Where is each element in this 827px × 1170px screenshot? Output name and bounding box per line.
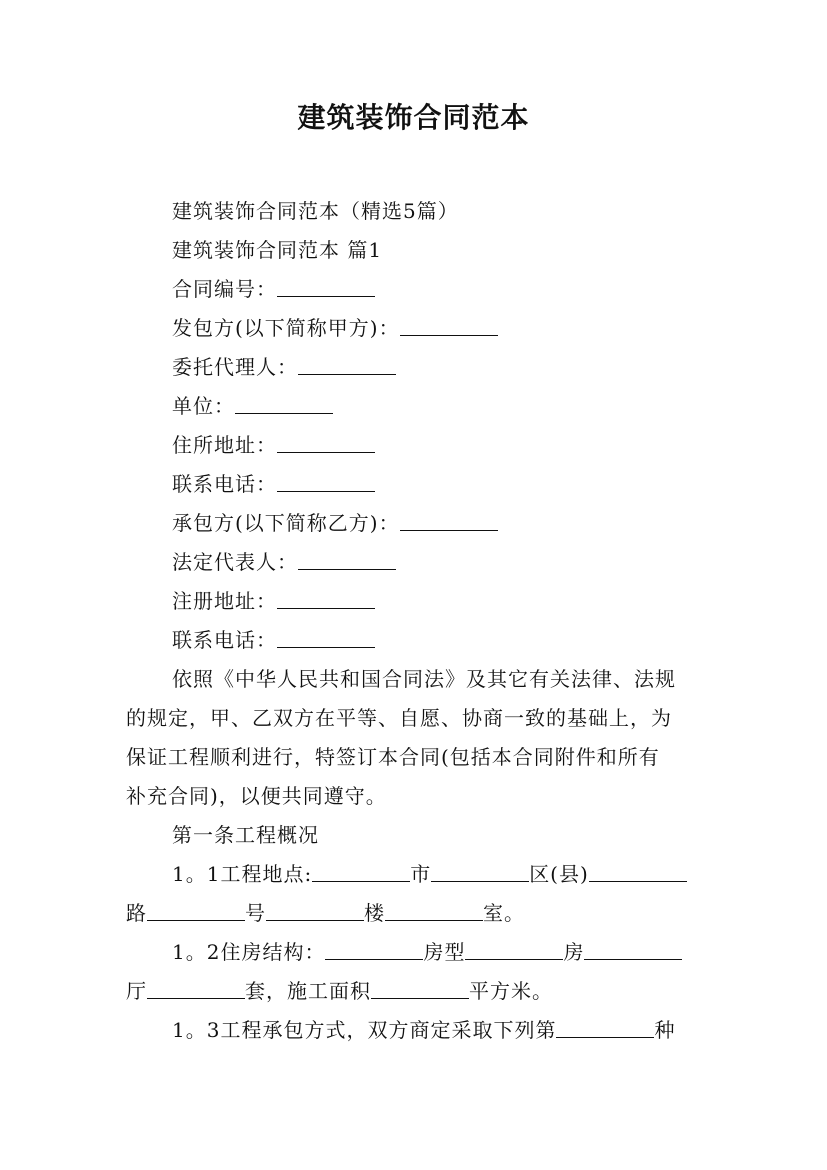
field-contract-no xyxy=(126,270,704,309)
field-address-a xyxy=(126,426,704,465)
field-label: 法定代表人： xyxy=(172,550,298,574)
section-heading: 建筑装饰合同范本 篇1 xyxy=(172,238,383,262)
fill-blank xyxy=(235,391,333,414)
clause-line xyxy=(126,933,704,972)
fill-blank xyxy=(371,976,469,999)
field-label: 注册地址： xyxy=(172,589,277,613)
field-phone-a xyxy=(126,465,704,504)
unit-hall: 厅 xyxy=(126,979,147,1003)
field-label: 联系电话： xyxy=(172,472,277,496)
unit-number: 号 xyxy=(245,901,266,925)
unit-building: 楼 xyxy=(364,901,385,925)
fill-blank xyxy=(298,352,396,375)
field-label: 单位： xyxy=(172,394,235,418)
clause-1-1 xyxy=(126,855,704,933)
unit-room: 室。 xyxy=(483,901,525,925)
unit-kind: 种 xyxy=(654,1018,676,1042)
document-title: 建筑装饰合同范本 xyxy=(297,101,530,134)
clause-line xyxy=(126,972,704,1011)
fill-blank xyxy=(465,937,563,960)
clause-1-3 xyxy=(126,1011,704,1050)
unit-city: 市 xyxy=(410,862,432,886)
fill-blank xyxy=(147,976,245,999)
field-label: 住所地址： xyxy=(172,433,277,457)
field-label: 委托代理人： xyxy=(172,355,298,379)
fill-blank xyxy=(325,937,423,960)
document-body xyxy=(126,192,704,1050)
clause-line xyxy=(126,894,704,933)
field-unit xyxy=(126,387,704,426)
fill-blank xyxy=(431,859,529,882)
unit-rooms: 房 xyxy=(563,940,585,964)
fill-blank xyxy=(298,547,396,570)
clause-line xyxy=(126,1011,704,1050)
field-legal-rep xyxy=(126,543,704,582)
fill-blank xyxy=(277,625,375,648)
field-reg-address xyxy=(126,582,704,621)
clause-label: 1。1工程地点: xyxy=(172,862,313,886)
field-label: 合同编号： xyxy=(172,277,277,301)
field-party-a xyxy=(126,309,704,348)
fill-blank xyxy=(277,274,375,297)
unit-district: 区(县) xyxy=(529,862,589,886)
intro-line: 保证工程顺利进行，特签订本合同(包括本合同附件和所有 xyxy=(126,745,660,769)
fill-blank xyxy=(312,859,410,882)
field-agent xyxy=(126,348,704,387)
fill-blank xyxy=(584,937,682,960)
fill-blank xyxy=(556,1015,654,1038)
field-label: 承包方(以下简称乙方)： xyxy=(172,511,400,535)
fill-blank xyxy=(277,430,375,453)
field-party-b xyxy=(126,504,704,543)
clause-line xyxy=(126,855,704,894)
intro-paragraph xyxy=(126,660,704,816)
clause-label: 1。3工程承包方式，双方商定采取下列第 xyxy=(172,1018,557,1042)
unit-road: 路 xyxy=(126,901,147,925)
unit-area: 套，施工面积 xyxy=(245,979,371,1003)
intro-line: 的规定，甲、乙双方在平等、自愿、协商一致的基础上，为 xyxy=(126,706,672,730)
field-label: 发包方(以下简称甲方)： xyxy=(172,316,400,340)
intro-line: 补充合同)，以便共同遵守。 xyxy=(126,784,387,808)
unit-type: 房型 xyxy=(423,940,466,964)
fill-blank xyxy=(400,313,498,336)
intro-line: 依照《中华人民共和国合同法》及其它有关法律、法规 xyxy=(172,667,676,691)
fill-blank xyxy=(277,469,375,492)
article-heading: 第一条工程概况 xyxy=(172,823,319,847)
field-label: 联系电话： xyxy=(172,628,277,652)
field-phone-b xyxy=(126,621,704,660)
unit-sqm: 平方米。 xyxy=(469,979,553,1003)
clause-label: 1。2住房结构： xyxy=(172,940,326,964)
fill-blank xyxy=(266,898,364,921)
fill-blank xyxy=(589,859,687,882)
fill-blank xyxy=(147,898,245,921)
fill-blank xyxy=(385,898,483,921)
fill-blank xyxy=(400,508,498,531)
clause-1-2 xyxy=(126,933,704,1011)
subtitle: 建筑装饰合同范本（精选5篇） xyxy=(172,199,459,223)
fill-blank xyxy=(277,586,375,609)
